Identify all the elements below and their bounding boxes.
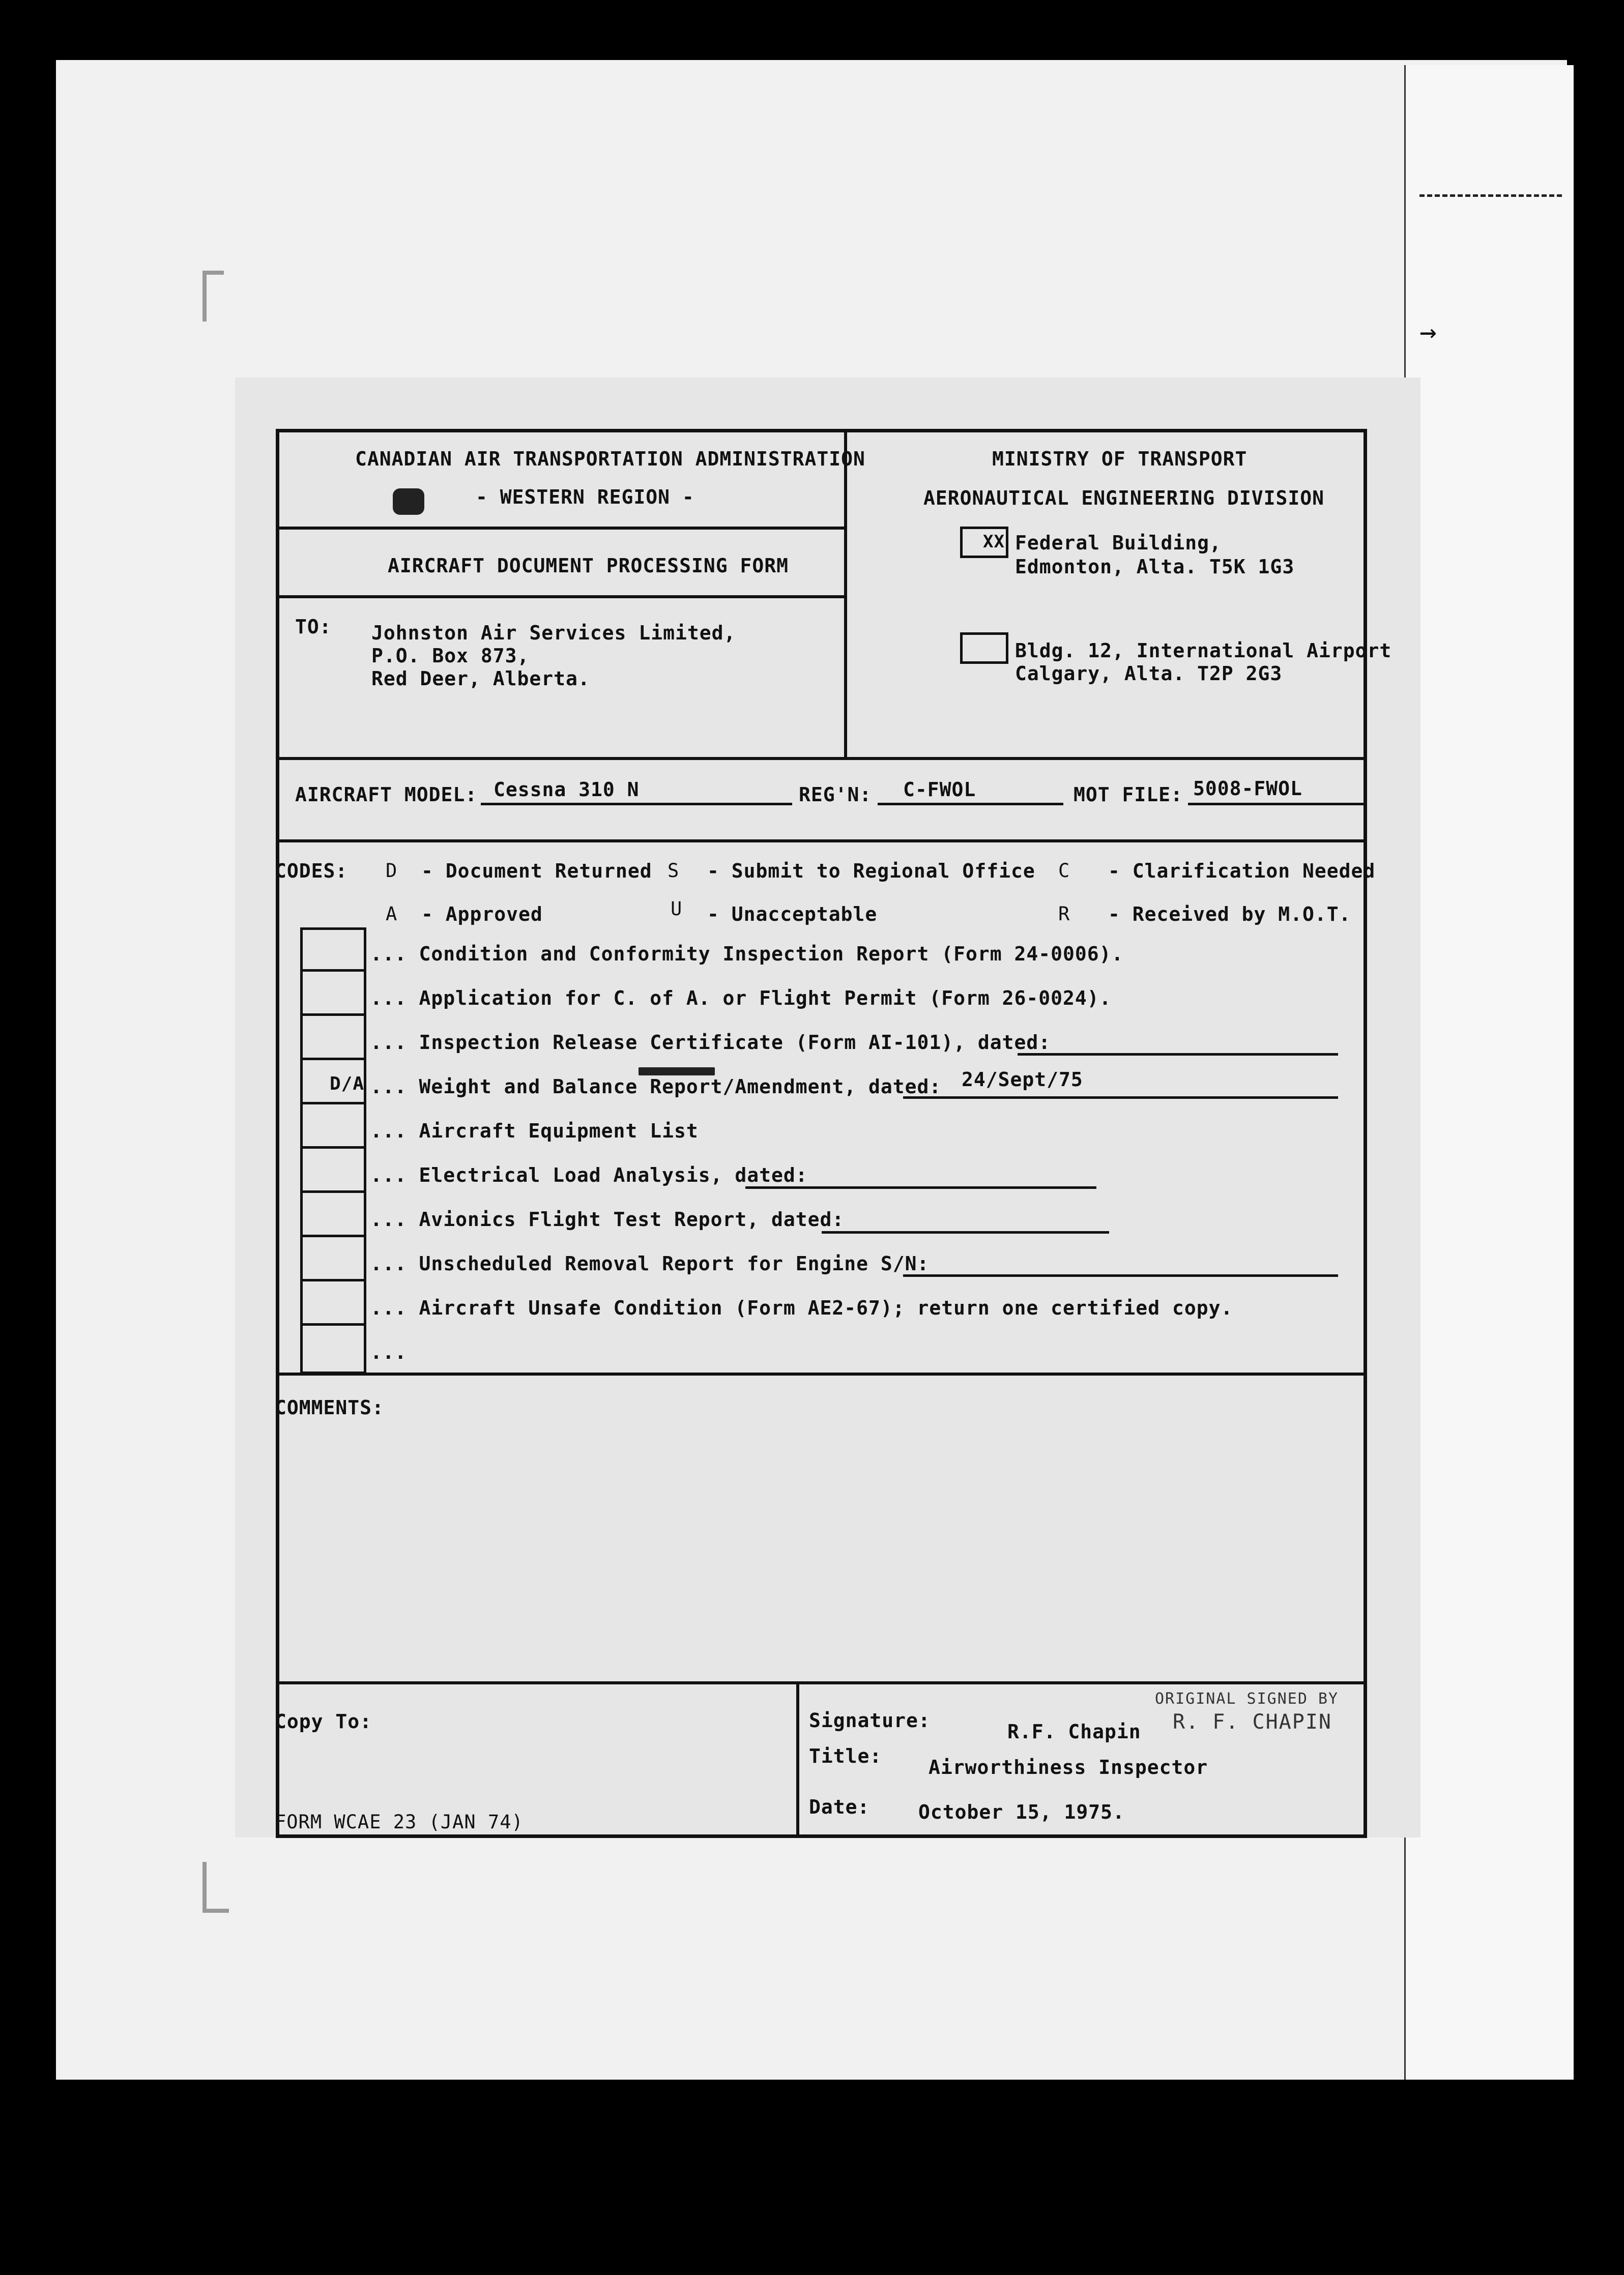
title-label: Title: [809,1745,882,1767]
to-label: TO: [295,616,332,638]
ministry-name: MINISTRY OF TRANSPORT [992,448,1248,470]
item-text: ... Aircraft Equipment List [370,1120,699,1142]
registration-value: C-FWOL [903,778,976,801]
aircraft-model-value: Cessna 310 N [494,778,640,801]
perforation-line [1419,194,1562,197]
code-c-letter: C [1058,860,1070,882]
signature-value: R.F. Chapin [1007,1720,1141,1743]
item-text: ... Condition and Conformity Inspection Report (Form 24-0006). [370,943,1124,965]
aircraft-model-label: AIRCRAFT MODEL: [295,783,478,806]
date-field[interactable] [903,1096,1338,1099]
item-code: D/A [330,1073,365,1094]
date-value: October 15, 1975. [918,1801,1125,1823]
checkbox-mark: XX [983,532,1005,552]
code-d-letter: D [386,860,398,882]
item-code-cell[interactable] [300,1016,366,1060]
divider [277,595,846,598]
underline [1188,803,1366,805]
item-text: ... Weight and Balance Report/Amendment, dated: [370,1075,942,1098]
divider [277,839,1366,842]
serial-field[interactable] [903,1274,1338,1277]
edmonton-address-line1: Federal Building, [1015,532,1222,554]
code-d-text: - Document Returned [421,860,652,882]
code-u-text: - Unacceptable [707,903,878,925]
item-text: ... Unscheduled Removal Report for Engine S/N: [370,1252,930,1275]
footer-divider [796,1683,799,1836]
mot-file-label: MOT FILE: [1074,783,1183,806]
item-text: ... Application for C. of A. or Flight Permit (Form 26-0024). [370,987,1112,1009]
to-line2: P.O. Box 873, [371,645,530,667]
registration-label: REG'N: [799,783,872,806]
item-code-cell[interactable] [300,1237,366,1281]
overstrike-mark [639,1067,715,1075]
region-name: - WESTERN REGION - [476,486,694,508]
copy-to-label: Copy To: [275,1710,372,1733]
calgary-address-line2: Calgary, Alta. T2P 2G3 [1015,662,1283,685]
stamp-line1: ORIGINAL SIGNED BY [1155,1690,1339,1708]
date-label: Date: [809,1796,870,1818]
code-u-letter: U [671,898,683,920]
item-text: ... Avionics Flight Test Report, dated: [370,1208,845,1231]
underlying-page-edge [1404,65,1574,2080]
code-r-text: - Received by M.O.T. [1108,903,1351,925]
code-a-letter: A [386,903,398,925]
item-code-cell[interactable] [300,1104,366,1149]
crop-mark-top [202,271,224,322]
item-code-cell[interactable] [300,972,366,1016]
weight-balance-date: 24/Sept/75 [962,1068,1083,1091]
item-text: ... Aircraft Unsafe Condition (Form AE2-67); return one certified copy. [370,1297,1233,1319]
calgary-checkbox[interactable] [960,632,1008,664]
date-field[interactable] [745,1186,1096,1189]
signature-label: Signature: [809,1709,931,1732]
comments-area[interactable] [279,1424,1362,1679]
code-c-text: - Clarification Needed [1108,860,1376,882]
arrow-mark-icon: → [1419,315,1437,348]
codes-label: CODES: [275,860,348,882]
divider [277,527,846,530]
item-code-cell[interactable] [300,1149,366,1193]
calgary-address-line1: Bldg. 12, International Airport [1015,639,1392,662]
item-text: ... Electrical Load Analysis, dated: [370,1164,808,1186]
item-code-cell[interactable] [300,1326,366,1374]
mot-file-value: 5008-FWOL [1193,777,1302,800]
underline [481,803,792,805]
edmonton-checkbox[interactable] [960,527,1008,558]
to-line1: Johnston Air Services Limited, [371,622,736,644]
form-title: AIRCRAFT DOCUMENT PROCESSING FORM [388,555,789,577]
item-code-cell[interactable] [300,927,366,972]
divider [277,1681,1366,1684]
division-name: AERONAUTICAL ENGINEERING DIVISION [923,487,1324,509]
code-s-text: - Submit to Regional Office [707,860,1035,882]
ink-blot [393,488,424,515]
code-a-text: - Approved [421,903,543,925]
to-line3: Red Deer, Alberta. [371,667,590,690]
item-code-cell[interactable] [300,1281,366,1326]
code-s-letter: S [668,860,680,882]
item-text: ... [370,1341,407,1363]
comments-label: COMMENTS: [275,1396,384,1419]
date-field[interactable] [822,1231,1109,1234]
org-name: CANADIAN AIR TRANSPORTATION ADMINISTRATION [355,448,865,470]
code-r-letter: R [1058,903,1070,925]
title-value: Airworthiness Inspector [929,1756,1208,1778]
form-code: FORM WCAE 23 (JAN 74) [275,1811,524,1833]
header-divider [844,430,847,759]
crop-mark-bottom [202,1862,229,1913]
date-field[interactable] [1018,1053,1338,1056]
item-code-cell[interactable] [300,1193,366,1237]
underline [878,803,1063,805]
edmonton-address-line2: Edmonton, Alta. T5K 1G3 [1015,556,1295,578]
stamp-line2: R. F. CHAPIN [1173,1710,1332,1734]
divider [277,757,1366,760]
divider [277,1373,1366,1376]
item-text: ... Inspection Release Certificate (Form AI-101), dated: [370,1031,1051,1054]
